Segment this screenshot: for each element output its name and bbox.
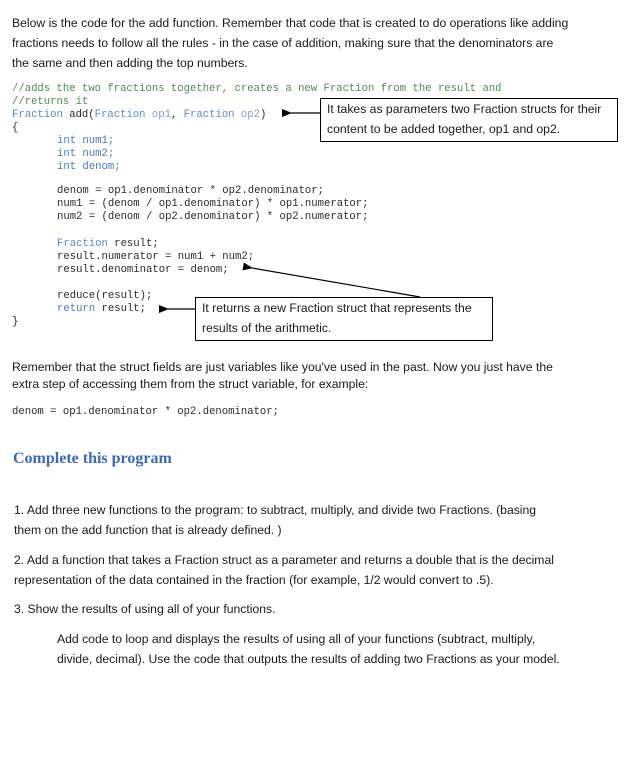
note-line-1: Remember that the struct fields are just variables like you've used in the past. Now you just have the xyxy=(12,360,553,374)
returns-callout-line-1: It returns a new Fraction struct that represents the xyxy=(202,301,472,315)
code-signature: Fraction add(Fraction op1, Fraction op2) xyxy=(12,109,267,121)
sig-function-name: add xyxy=(69,109,89,121)
sig-param1-type: Fraction xyxy=(94,109,146,121)
task-3: 3. Show the results of using all of your functions. xyxy=(14,602,276,616)
intro-line-3: the same and then adding the top numbers. xyxy=(12,56,248,70)
task-1-line-2: them on the add function that is already defined. ) xyxy=(14,523,282,537)
code-close-brace: } xyxy=(12,316,19,328)
params-callout-line-2: content to be added together, op1 and op2. xyxy=(327,122,561,136)
task-2-line-1: 2. Add a function that takes a Fraction struct as a parameter and returns a double that is the decimal xyxy=(14,553,554,567)
params-callout-line-1: It takes as parameters two Fraction structs for their xyxy=(327,102,602,116)
code-open-brace: { xyxy=(12,122,19,134)
code-comment-1: //adds the two fractions together, creates a new Fraction from the result and xyxy=(12,83,502,95)
code-stmt-num2: num2 = (denom / op2.denominator) * op2.numerator; xyxy=(57,211,369,223)
code-stmt-numerator: result.numerator = num1 + num2; xyxy=(57,251,255,263)
task-3-sub-line-2: divide, decimal). Use the code that outputs the results of adding two Fractions as your model. xyxy=(57,652,560,666)
intro-line-1: Below is the code for the add function. Remember that code that is created to do operations like adding xyxy=(12,16,569,30)
returns-callout-line-2: results of the arithmetic. xyxy=(202,321,332,335)
note-example-code: denom = op1.denominator * op2.denominator; xyxy=(12,406,280,418)
code-stmt-num1: num1 = (denom / op1.denominator) * op1.numerator; xyxy=(57,198,369,210)
intro-line-2: fractions needs to follow all the rules - in the case of addition, making sure that the denominators are xyxy=(12,36,554,50)
return-value: result; xyxy=(101,303,147,315)
task-1-line-1: 1. Add three new functions to the program: to subtract, multiply, and divide two Fractions. (basing xyxy=(14,503,537,517)
sig-param1-name: op1 xyxy=(151,109,171,121)
code-stmt-denominator: result.denominator = denom; xyxy=(57,264,229,276)
section-heading: Complete this program xyxy=(13,450,172,467)
code-comment-2: //returns it xyxy=(12,96,89,108)
sig-return-type: Fraction xyxy=(12,109,63,121)
code-decl-num2: int num2; xyxy=(57,148,115,160)
code-decl-denom: int denom; xyxy=(57,161,121,173)
result-name: result; xyxy=(114,238,159,250)
result-type: Fraction xyxy=(57,238,108,250)
task-2-line-2: representation of the data contained in the fraction (for example, 1/2 would convert to .5). xyxy=(14,573,494,587)
denominator-arrow xyxy=(252,268,420,297)
code-stmt-reduce: reduce(result); xyxy=(57,290,153,302)
sig-param2-type: Fraction xyxy=(183,109,235,121)
note-line-2: extra step of accessing them from the struct variable, for example: xyxy=(12,377,369,391)
code-stmt-denom: denom = op1.denominator * op2.denominator; xyxy=(57,185,325,197)
task-3-sub-line-1: Add code to loop and displays the results of using all of your functions (subtract, multiply, xyxy=(57,632,536,646)
return-keyword: return xyxy=(57,303,96,315)
code-decl-num1: int num1; xyxy=(57,135,115,147)
sig-param2-name: op2 xyxy=(240,109,260,121)
